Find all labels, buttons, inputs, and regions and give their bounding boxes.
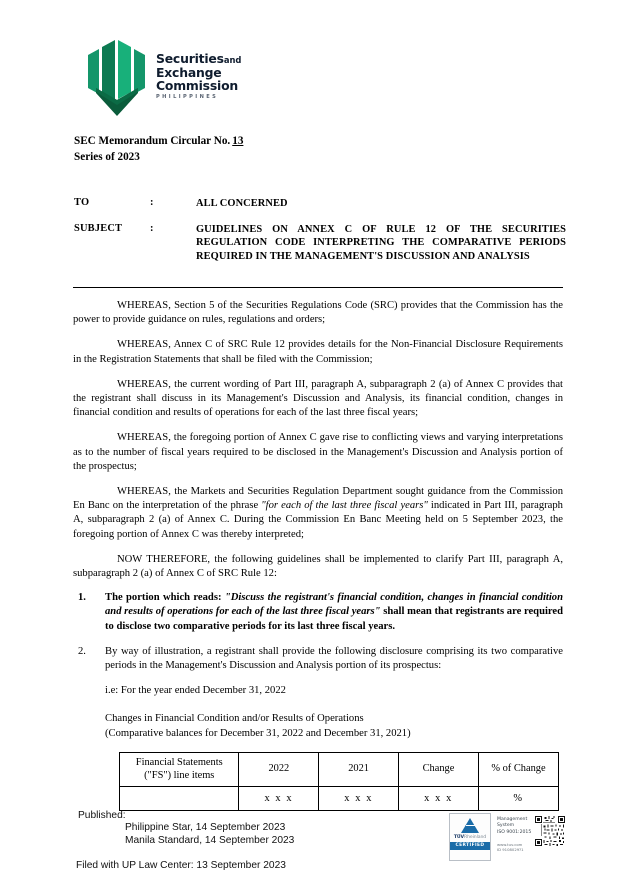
paragraph-now-therefore: NOW THEREFORE, the following guidelines shall be implemented to clarify Part III, paragraph A, subparagraph 2 (a) of Annex C of SRC Rule 12: — [73, 553, 563, 580]
illustration-heading-line-1: Changes in Financial Condition and/or Results of Operations — [105, 713, 364, 725]
table-header-2021: 2021 — [319, 753, 399, 787]
guideline-2-marker: 2. — [78, 645, 86, 657]
publication-item: Manila Standard, 14 September 2023 — [125, 834, 295, 846]
paragraph-whereas-1: WHEREAS, Section 5 of the Securities Regulations Code (SRC) provides that the Commission has the power to provide guidance on rules, regulations and orders; — [73, 300, 563, 326]
subject-label: SUBJECT — [74, 222, 123, 234]
comparative-periods-table — [119, 752, 559, 811]
published-label: Published: — [78, 810, 126, 821]
tuv-name: TÜV — [453, 835, 464, 840]
circular-number-line — [74, 134, 246, 150]
header-divider — [73, 287, 563, 288]
table-header-change: Change — [398, 753, 478, 787]
to-colon: : — [150, 197, 154, 208]
logo-subtitle-philippines: PHILIPPINES — [156, 94, 219, 101]
whereas-5-text-after: indicated in Part III, paragraph A, subparagraph 2 (a) of Annex C. During the Commission En Banc Meeting held on 5 September 2023, the foregoing portion of Annex C was thereby interpreted; — [73, 500, 563, 540]
publication-item: Philippine Star, 14 September 2023 — [125, 822, 286, 834]
circular-series: Series of 2023 — [74, 150, 140, 163]
tuv-wordmark — [454, 835, 486, 840]
subject-value: GUIDELINES ON ANNEX C OF RULE 12 OF THE SECURITIES REGULATION CODE INTERPRETING THE COMPARATIVE PERIODS REQUIRED IN THE MANAGEMENT'S DISCUSSION AND ANALYSIS — [196, 223, 566, 262]
iso-certification-badge — [449, 813, 565, 861]
publication-footer — [78, 810, 294, 873]
logo-line-exchange: Exchange — [156, 64, 222, 80]
table-header-percent-change: % of Change — [478, 753, 558, 787]
sec-logo-mark — [86, 36, 148, 116]
paragraph-whereas-5 — [73, 485, 563, 542]
guidelines-list — [73, 591, 563, 698]
tuv-brand: Rheinland — [463, 835, 487, 840]
certification-url: www.tuv.com — [497, 842, 523, 848]
management-system-line-2: System — [497, 823, 515, 829]
subject-colon: : — [150, 222, 154, 234]
guideline-2-example-line: i.e: For the year ended December 31, 2022 — [105, 685, 286, 697]
guideline-item-1 — [73, 591, 563, 634]
table-cell-line-items — [120, 787, 239, 811]
table-header-line-items-l1: Financial Statements — [135, 757, 223, 769]
triangle-icon — [461, 818, 479, 833]
guideline-1-quoted-phrase: "Discuss the registrant's financial condition, changes in financial condition and results of operations for each of the last three fiscal years" — [105, 592, 563, 618]
certified-label: CERTIFIED — [450, 842, 490, 850]
qr-code-icon — [535, 816, 565, 846]
guideline-2-text: By way of illustration, a registrant shall provide the following disclosure comprising its two comparative periods in the Management's Discussion and Analysis portion of its prospectus: — [105, 645, 563, 672]
logo-line-commission: Commission — [156, 77, 239, 93]
addressee-block — [74, 197, 566, 275]
table-header-row — [120, 753, 559, 787]
table-header-line-items — [120, 753, 239, 787]
paragraph-whereas-3: WHEREAS, the current wording of Part III, paragraph A, subparagraph 2 (a) of Annex C provides that the registrant shall discuss in its Management's Discussion and Analysis, its financial condition, changes in financial condition and results of operations for each of the last three fiscal years; — [73, 378, 563, 419]
whereas-5-text-before: WHEREAS, the Markets and Securities Regulation Department sought guidance from the Commission En Banc on the interpretation of the phrase — [73, 486, 563, 512]
certification-info — [491, 813, 535, 861]
published-list — [125, 822, 294, 847]
subject-row — [74, 223, 566, 264]
filed-line: Filed with UP Law Center: 13 September 2023 — [76, 860, 286, 872]
guideline-1-text-before: The portion which reads: — [105, 592, 225, 604]
table-cell-percent-change: % — [478, 787, 558, 811]
circular-prefix: SEC Memorandum Circular No. — [74, 135, 231, 147]
management-system-line-1: Management — [497, 817, 528, 822]
illustration-heading-line-2: (Comparative balances for December 31, 2022 and December 31, 2021) — [105, 727, 411, 739]
table-cell-2022: x x x — [239, 787, 319, 811]
illustration-heading — [105, 712, 563, 741]
table-cell-2021: x x x — [319, 787, 399, 811]
whereas-5-quoted-phrase: "for each of the last three fiscal years" — [261, 500, 428, 512]
guideline-1-text-after: shall mean that registrants are required to disclose two comparative periods for its last three fiscal years. — [105, 606, 564, 632]
logo-word-securities: Securities — [156, 51, 224, 66]
sec-logo — [86, 36, 346, 120]
tuv-rheinland-mark — [449, 813, 491, 861]
to-row — [74, 197, 566, 211]
certification-id: ID 9108029?1 — [497, 847, 524, 853]
sec-logo-text — [156, 53, 241, 100]
table-cell-change: x x x — [398, 787, 478, 811]
table-header-line-items-l2: ("FS") line items — [144, 769, 215, 781]
table-header-2022: 2022 — [239, 753, 319, 787]
paragraph-whereas-2: WHEREAS, Annex C of SRC Rule 12 provides details for the Non-Financial Disclosure Requirements in the Registration Statements that shall be filed with the Commission; — [73, 339, 563, 365]
circular-number: 13 — [232, 135, 244, 147]
iso-standard: ISO 9001:2015 — [497, 829, 532, 835]
table-row — [120, 787, 559, 811]
guideline-item-2 — [73, 645, 563, 699]
circular-heading — [74, 134, 246, 165]
guideline-1-marker: 1. — [78, 592, 86, 604]
to-value: ALL CONCERNED — [196, 198, 288, 209]
paragraph-whereas-4: WHEREAS, the foregoing portion of Annex C gave rise to conflicting views and varying interpretations as to the number of fiscal years required to be disclosed in the Management's Discussion and Analysis portion of the prospectus; — [73, 432, 563, 472]
to-label: TO — [74, 197, 90, 208]
logo-word-and: and — [223, 55, 242, 65]
document-body — [73, 299, 563, 811]
